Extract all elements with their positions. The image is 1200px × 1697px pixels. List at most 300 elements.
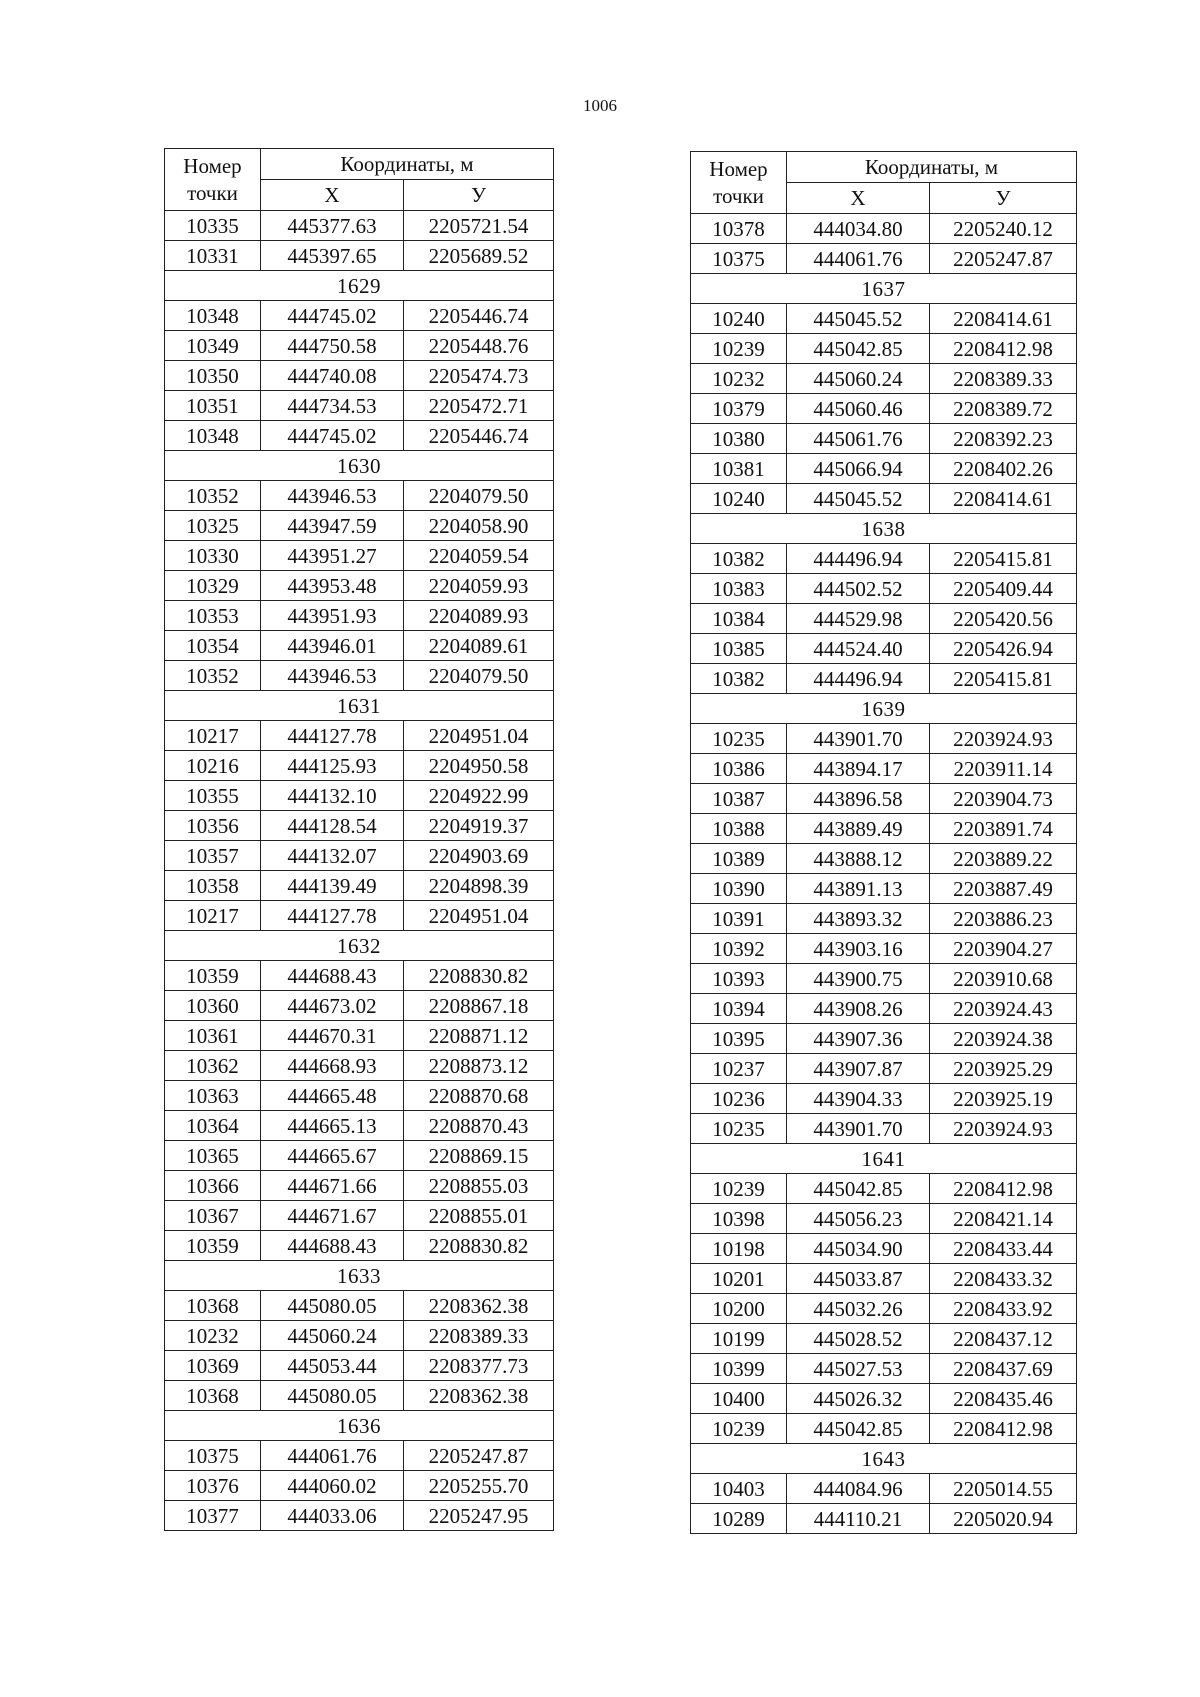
y-coordinate-cell: 2205426.94: [930, 634, 1077, 664]
point-number-cell: 10390: [691, 874, 787, 904]
point-number-cell: 10348: [165, 421, 261, 451]
point-number-cell: 10395: [691, 1024, 787, 1054]
y-coordinate-cell: 2204089.61: [404, 631, 554, 661]
point-number-cell: 10235: [691, 724, 787, 754]
table-row: [165, 1381, 554, 1411]
y-coordinate-cell: 2204951.04: [404, 901, 554, 931]
x-coordinate-cell: 445061.76: [787, 424, 930, 454]
y-coordinate-cell: 2203924.93: [930, 1114, 1077, 1144]
point-number-cell: 10365: [165, 1141, 261, 1171]
point-number-cell: 10389: [691, 844, 787, 874]
y-coordinate-cell: 2208421.14: [930, 1204, 1077, 1234]
header-point-number: [691, 152, 787, 214]
y-coordinate-cell: 2205474.73: [404, 361, 554, 391]
table-row: [691, 574, 1077, 604]
y-coordinate-cell: 2208377.73: [404, 1351, 554, 1381]
page-number: 1006: [583, 96, 617, 115]
table-row: [165, 631, 554, 661]
x-coordinate-cell: 445042.85: [787, 1174, 930, 1204]
y-coordinate-cell: 2204903.69: [404, 841, 554, 871]
table-row: [165, 751, 554, 781]
y-coordinate-cell: 2208870.43: [404, 1111, 554, 1141]
table-row: [165, 601, 554, 631]
y-coordinate-cell: 2208830.82: [404, 1231, 554, 1261]
point-number-cell: 10385: [691, 634, 787, 664]
point-number-cell: 10235: [691, 1114, 787, 1144]
y-coordinate-cell: 2208362.38: [404, 1381, 554, 1411]
table-row: [165, 481, 554, 511]
x-coordinate-cell: 445028.52: [787, 1324, 930, 1354]
x-coordinate-cell: 443901.70: [787, 1114, 930, 1144]
y-coordinate-cell: 2205446.74: [404, 421, 554, 451]
y-coordinate-cell: 2205472.71: [404, 391, 554, 421]
x-coordinate-cell: 445045.52: [787, 484, 930, 514]
y-coordinate-cell: 2205014.55: [930, 1474, 1077, 1504]
table-row: [691, 454, 1077, 484]
table-row: [691, 1234, 1077, 1264]
x-coordinate-cell: 444745.02: [261, 301, 404, 331]
point-number-cell: 10363: [165, 1081, 261, 1111]
table-row: [165, 1021, 554, 1051]
y-coordinate-cell: 2205247.95: [404, 1501, 554, 1531]
table-row: [691, 844, 1077, 874]
table-row: [691, 604, 1077, 634]
header-coordinates: Координаты, м: [261, 149, 554, 180]
x-coordinate-cell: 445080.05: [261, 1381, 404, 1411]
table-row: [691, 364, 1077, 394]
point-number-cell: 10368: [165, 1291, 261, 1321]
point-number-cell: 10378: [691, 214, 787, 244]
table-row: [691, 1384, 1077, 1414]
table-row: [691, 334, 1077, 364]
table-row: [165, 541, 554, 571]
y-coordinate-cell: 2204951.04: [404, 721, 554, 751]
group-label: 1636: [165, 1411, 554, 1441]
x-coordinate-cell: 445026.32: [787, 1384, 930, 1414]
x-coordinate-cell: 444034.80: [787, 214, 930, 244]
table-row: [165, 961, 554, 991]
y-coordinate-cell: 2203886.23: [930, 904, 1077, 934]
x-coordinate-cell: 443946.01: [261, 631, 404, 661]
table-row: [165, 1081, 554, 1111]
header-y: У: [930, 183, 1077, 214]
x-coordinate-cell: 445042.85: [787, 334, 930, 364]
x-coordinate-cell: 445060.24: [261, 1321, 404, 1351]
x-coordinate-cell: 444673.02: [261, 991, 404, 1021]
y-coordinate-cell: 2208392.23: [930, 424, 1077, 454]
table-row: [165, 1111, 554, 1141]
y-coordinate-cell: 2208389.72: [930, 394, 1077, 424]
table-row: [691, 994, 1077, 1024]
x-coordinate-cell: 445034.90: [787, 1234, 930, 1264]
header-y: У: [404, 180, 554, 211]
group-row: [691, 514, 1077, 544]
table-row: [165, 331, 554, 361]
point-number-cell: 10383: [691, 574, 787, 604]
point-number-cell: 10382: [691, 664, 787, 694]
table-row: [165, 1171, 554, 1201]
y-coordinate-cell: 2204058.90: [404, 511, 554, 541]
point-number-cell: 10368: [165, 1381, 261, 1411]
y-coordinate-cell: 2203911.14: [930, 754, 1077, 784]
y-coordinate-cell: 2204059.54: [404, 541, 554, 571]
x-coordinate-cell: 445032.26: [787, 1294, 930, 1324]
point-number-cell: 10199: [691, 1324, 787, 1354]
x-coordinate-cell: 443896.58: [787, 784, 930, 814]
table-row: [691, 1204, 1077, 1234]
point-number-cell: 10361: [165, 1021, 261, 1051]
group-row: [165, 1411, 554, 1441]
x-coordinate-cell: 443889.49: [787, 814, 930, 844]
x-coordinate-cell: 444740.08: [261, 361, 404, 391]
y-coordinate-cell: 2203889.22: [930, 844, 1077, 874]
table-row: [165, 511, 554, 541]
table-row: [165, 571, 554, 601]
table-row: [691, 664, 1077, 694]
point-number-cell: 10289: [691, 1504, 787, 1534]
table-row: [691, 394, 1077, 424]
y-coordinate-cell: 2205240.12: [930, 214, 1077, 244]
table-row: [691, 424, 1077, 454]
x-coordinate-cell: 445066.94: [787, 454, 930, 484]
y-coordinate-cell: 2204079.50: [404, 661, 554, 691]
table-row: [165, 1321, 554, 1351]
point-number-cell: 10386: [691, 754, 787, 784]
point-number-cell: 10232: [165, 1321, 261, 1351]
y-coordinate-cell: 2205020.94: [930, 1504, 1077, 1534]
y-coordinate-cell: 2205689.52: [404, 241, 554, 271]
x-coordinate-cell: 445060.46: [787, 394, 930, 424]
y-coordinate-cell: 2208433.32: [930, 1264, 1077, 1294]
point-number-cell: 10359: [165, 961, 261, 991]
y-coordinate-cell: 2208389.33: [930, 364, 1077, 394]
point-number-cell: 10403: [691, 1474, 787, 1504]
y-coordinate-cell: 2203904.73: [930, 784, 1077, 814]
y-coordinate-cell: 2204950.58: [404, 751, 554, 781]
point-number-cell: 10381: [691, 454, 787, 484]
y-coordinate-cell: 2208412.98: [930, 1174, 1077, 1204]
x-coordinate-cell: 444524.40: [787, 634, 930, 664]
x-coordinate-cell: 443901.70: [787, 724, 930, 754]
point-number-cell: 10377: [165, 1501, 261, 1531]
x-coordinate-cell: 443946.53: [261, 481, 404, 511]
y-coordinate-cell: 2208412.98: [930, 1414, 1077, 1444]
y-coordinate-cell: 2208389.33: [404, 1321, 554, 1351]
x-coordinate-cell: 443903.16: [787, 934, 930, 964]
table-row: [165, 781, 554, 811]
x-coordinate-cell: 443891.13: [787, 874, 930, 904]
point-number-cell: 10216: [165, 751, 261, 781]
y-coordinate-cell: 2208414.61: [930, 484, 1077, 514]
header-x: Х: [787, 183, 930, 214]
point-number-cell: 10237: [691, 1054, 787, 1084]
table-row: [165, 241, 554, 271]
y-coordinate-cell: 2208437.12: [930, 1324, 1077, 1354]
y-coordinate-cell: 2203904.27: [930, 934, 1077, 964]
group-label: 1639: [691, 694, 1077, 724]
y-coordinate-cell: 2208362.38: [404, 1291, 554, 1321]
group-row: [165, 931, 554, 961]
x-coordinate-cell: 444033.06: [261, 1501, 404, 1531]
x-coordinate-cell: 444061.76: [261, 1441, 404, 1471]
y-coordinate-cell: 2205446.74: [404, 301, 554, 331]
x-coordinate-cell: 444750.58: [261, 331, 404, 361]
group-row: [165, 451, 554, 481]
x-coordinate-cell: 444496.94: [787, 544, 930, 574]
y-coordinate-cell: 2203887.49: [930, 874, 1077, 904]
x-coordinate-cell: 444671.66: [261, 1171, 404, 1201]
table-row: [165, 1501, 554, 1531]
table-row: [165, 301, 554, 331]
group-row: [691, 1444, 1077, 1474]
table-row: [165, 661, 554, 691]
point-number-cell: 10331: [165, 241, 261, 271]
x-coordinate-cell: 443907.87: [787, 1054, 930, 1084]
table-row: [165, 391, 554, 421]
x-coordinate-cell: 443888.12: [787, 844, 930, 874]
point-number-cell: 10392: [691, 934, 787, 964]
y-coordinate-cell: 2208869.15: [404, 1141, 554, 1171]
point-number-cell: 10387: [691, 784, 787, 814]
point-number-cell: 10375: [165, 1441, 261, 1471]
x-coordinate-cell: 444084.96: [787, 1474, 930, 1504]
point-number-cell: 10325: [165, 511, 261, 541]
group-row: [691, 694, 1077, 724]
table-row: [691, 754, 1077, 784]
x-coordinate-cell: 445056.23: [787, 1204, 930, 1234]
point-number-cell: 10352: [165, 481, 261, 511]
header-x: Х: [261, 180, 404, 211]
y-coordinate-cell: 2208871.12: [404, 1021, 554, 1051]
group-row: [691, 1144, 1077, 1174]
table-row: [691, 904, 1077, 934]
point-number-cell: 10376: [165, 1471, 261, 1501]
table-row: [691, 1414, 1077, 1444]
point-number-cell: 10358: [165, 871, 261, 901]
table-row: [165, 1231, 554, 1261]
y-coordinate-cell: 2208867.18: [404, 991, 554, 1021]
table-row: [165, 421, 554, 451]
table-row: [691, 1174, 1077, 1204]
x-coordinate-cell: 443951.27: [261, 541, 404, 571]
y-coordinate-cell: 2208402.26: [930, 454, 1077, 484]
table-row: [691, 634, 1077, 664]
x-coordinate-cell: 445060.24: [787, 364, 930, 394]
point-number-cell: 10217: [165, 901, 261, 931]
group-row: [691, 274, 1077, 304]
table-row: [165, 871, 554, 901]
y-coordinate-cell: 2203910.68: [930, 964, 1077, 994]
point-number-cell: 10236: [691, 1084, 787, 1114]
table-row: [165, 211, 554, 241]
point-number-cell: 10239: [691, 1414, 787, 1444]
table-row: [165, 361, 554, 391]
table-row: [691, 784, 1077, 814]
x-coordinate-cell: 444132.07: [261, 841, 404, 871]
x-coordinate-cell: 445027.53: [787, 1354, 930, 1384]
point-number-cell: 10240: [691, 304, 787, 334]
table-row: [165, 811, 554, 841]
y-coordinate-cell: 2208870.68: [404, 1081, 554, 1111]
x-coordinate-cell: 444688.43: [261, 961, 404, 991]
header-point-number-line1: Номер: [183, 153, 242, 178]
point-number-cell: 10356: [165, 811, 261, 841]
table-row: [691, 1474, 1077, 1504]
point-number-cell: 10380: [691, 424, 787, 454]
table-row: [691, 1054, 1077, 1084]
table-row: [165, 1291, 554, 1321]
table-row: [691, 1114, 1077, 1144]
y-coordinate-cell: 2204919.37: [404, 811, 554, 841]
point-number-cell: 10352: [165, 661, 261, 691]
x-coordinate-cell: 443904.33: [787, 1084, 930, 1114]
x-coordinate-cell: 444671.67: [261, 1201, 404, 1231]
x-coordinate-cell: 444502.52: [787, 574, 930, 604]
x-coordinate-cell: 444139.49: [261, 871, 404, 901]
table-row: [165, 721, 554, 751]
point-number-cell: 10379: [691, 394, 787, 424]
y-coordinate-cell: 2205420.56: [930, 604, 1077, 634]
point-number-cell: 10394: [691, 994, 787, 1024]
x-coordinate-cell: 444688.43: [261, 1231, 404, 1261]
group-label: 1631: [165, 691, 554, 721]
y-coordinate-cell: 2205247.87: [404, 1441, 554, 1471]
point-number-cell: 10369: [165, 1351, 261, 1381]
point-number-cell: 10399: [691, 1354, 787, 1384]
y-coordinate-cell: 2203924.93: [930, 724, 1077, 754]
y-coordinate-cell: 2208435.46: [930, 1384, 1077, 1414]
table-row: [691, 244, 1077, 274]
y-coordinate-cell: 2208433.92: [930, 1294, 1077, 1324]
x-coordinate-cell: 444745.02: [261, 421, 404, 451]
point-number-cell: 10382: [691, 544, 787, 574]
point-number-cell: 10217: [165, 721, 261, 751]
point-number-cell: 10393: [691, 964, 787, 994]
y-coordinate-cell: 2203925.19: [930, 1084, 1077, 1114]
table-row: [165, 1051, 554, 1081]
point-number-cell: 10388: [691, 814, 787, 844]
coordinates-table-right: [690, 151, 1077, 1534]
table-row: [165, 1441, 554, 1471]
point-number-cell: 10355: [165, 781, 261, 811]
point-number-cell: 10349: [165, 331, 261, 361]
point-number-cell: 10232: [691, 364, 787, 394]
table-row: [691, 484, 1077, 514]
table-row: [165, 1351, 554, 1381]
table-row: [691, 934, 1077, 964]
table-row: [691, 814, 1077, 844]
table-row: [165, 1471, 554, 1501]
y-coordinate-cell: 2203891.74: [930, 814, 1077, 844]
group-label: 1632: [165, 931, 554, 961]
group-label: 1633: [165, 1261, 554, 1291]
x-coordinate-cell: 443953.48: [261, 571, 404, 601]
group-row: [165, 271, 554, 301]
y-coordinate-cell: 2208437.69: [930, 1354, 1077, 1384]
point-number-cell: 10200: [691, 1294, 787, 1324]
y-coordinate-cell: 2205255.70: [404, 1471, 554, 1501]
table-row: [691, 1294, 1077, 1324]
point-number-cell: 10400: [691, 1384, 787, 1414]
x-coordinate-cell: 444529.98: [787, 604, 930, 634]
table-row: [691, 874, 1077, 904]
table-row: [691, 1504, 1077, 1534]
group-row: [165, 691, 554, 721]
group-label: 1643: [691, 1444, 1077, 1474]
point-number-cell: 10354: [165, 631, 261, 661]
table-row: [691, 1084, 1077, 1114]
group-label: 1641: [691, 1144, 1077, 1174]
x-coordinate-cell: 444127.78: [261, 721, 404, 751]
coordinates-table-left: [164, 148, 554, 1531]
y-coordinate-cell: 2203924.43: [930, 994, 1077, 1024]
group-label: 1638: [691, 514, 1077, 544]
table-row: [691, 1264, 1077, 1294]
y-coordinate-cell: 2204898.39: [404, 871, 554, 901]
x-coordinate-cell: 444668.93: [261, 1051, 404, 1081]
point-number-cell: 10359: [165, 1231, 261, 1261]
point-number-cell: 10364: [165, 1111, 261, 1141]
x-coordinate-cell: 443900.75: [787, 964, 930, 994]
x-coordinate-cell: 445397.65: [261, 241, 404, 271]
table-row: [165, 1141, 554, 1171]
header-coordinates: Координаты, м: [787, 152, 1077, 183]
y-coordinate-cell: 2205721.54: [404, 211, 554, 241]
y-coordinate-cell: 2208873.12: [404, 1051, 554, 1081]
group-label: 1629: [165, 271, 554, 301]
x-coordinate-cell: 444128.54: [261, 811, 404, 841]
group-label: 1637: [691, 274, 1077, 304]
y-coordinate-cell: 2204079.50: [404, 481, 554, 511]
y-coordinate-cell: 2203924.38: [930, 1024, 1077, 1054]
table-row: [165, 1201, 554, 1231]
y-coordinate-cell: 2208414.61: [930, 304, 1077, 334]
y-coordinate-cell: 2203925.29: [930, 1054, 1077, 1084]
point-number-cell: 10375: [691, 244, 787, 274]
point-number-cell: 10201: [691, 1264, 787, 1294]
y-coordinate-cell: 2205448.76: [404, 331, 554, 361]
x-coordinate-cell: 444665.67: [261, 1141, 404, 1171]
x-coordinate-cell: 445053.44: [261, 1351, 404, 1381]
point-number-cell: 10398: [691, 1204, 787, 1234]
table-row: [691, 1354, 1077, 1384]
y-coordinate-cell: 2208412.98: [930, 334, 1077, 364]
x-coordinate-cell: 445042.85: [787, 1414, 930, 1444]
table-row: [691, 1324, 1077, 1354]
point-number-cell: 10239: [691, 334, 787, 364]
table-row: [691, 214, 1077, 244]
x-coordinate-cell: 444125.93: [261, 751, 404, 781]
point-number-cell: 10350: [165, 361, 261, 391]
x-coordinate-cell: 444132.10: [261, 781, 404, 811]
x-coordinate-cell: 443908.26: [787, 994, 930, 1024]
point-number-cell: 10240: [691, 484, 787, 514]
x-coordinate-cell: 444061.76: [787, 244, 930, 274]
point-number-cell: 10353: [165, 601, 261, 631]
table-row: [165, 841, 554, 871]
group-label: 1630: [165, 451, 554, 481]
x-coordinate-cell: 444665.13: [261, 1111, 404, 1141]
point-number-cell: 10330: [165, 541, 261, 571]
header-point-number-line2: точки: [187, 180, 238, 205]
point-number-cell: 10384: [691, 604, 787, 634]
x-coordinate-cell: 444496.94: [787, 664, 930, 694]
table-row: [691, 544, 1077, 574]
y-coordinate-cell: 2205415.81: [930, 664, 1077, 694]
point-number-cell: 10391: [691, 904, 787, 934]
header-point-number: [165, 149, 261, 211]
point-number-cell: 10366: [165, 1171, 261, 1201]
